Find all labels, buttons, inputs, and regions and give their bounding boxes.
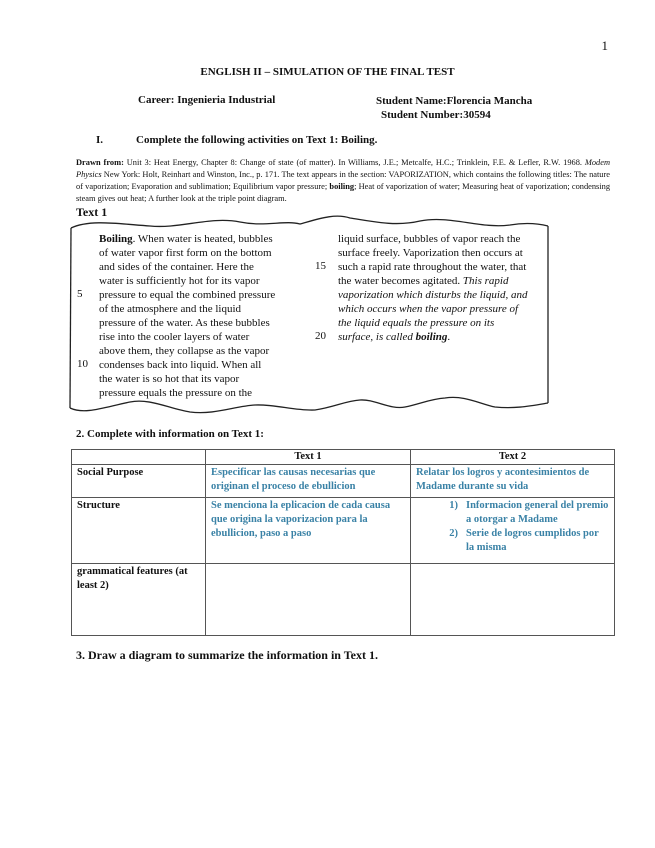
- source-lead: Drawn from:: [76, 158, 124, 167]
- text-1-line: above them, they collapse as the vapor: [99, 345, 270, 357]
- torn-frame-top-edge: [71, 216, 548, 228]
- text-1-line: surface freely. Vaporization then occurs at: [338, 247, 523, 259]
- text-1-line: and sides of the container. Here the: [99, 261, 254, 273]
- answer-cell[interactable]: [411, 564, 615, 636]
- text-1-line: liquid surface, bubbles of vapor reach the: [338, 233, 521, 245]
- section-1-text: Complete the following activities on Text 1: Boiling.: [136, 134, 378, 146]
- row-label: Social Purpose: [72, 465, 206, 498]
- torn-frame-left-edge: [70, 228, 71, 408]
- table-header-empty: [72, 450, 206, 465]
- student-name: Student Name:Florencia Mancha: [376, 95, 533, 107]
- text-1-line: of the atmosphere and the liquid: [99, 303, 242, 315]
- source-book-title: Modem Physics: [76, 158, 610, 179]
- text-1-label: Text 1: [76, 205, 108, 219]
- table-header-row: [72, 450, 615, 465]
- section-3-heading: 3. Draw a diagram to summarize the information in Text 1.: [76, 648, 378, 662]
- text-1-line: such a rapid rate throughout the water, that: [338, 261, 527, 273]
- text-1-line: vaporization which disturbs the liquid, and: [338, 289, 528, 301]
- answer-cell[interactable]: Especificar las causas necesarias que originan el proceso de ebullicion: [206, 465, 411, 498]
- student-number: Student Number:30594: [381, 109, 491, 121]
- source-bold-word: boiling: [329, 182, 355, 191]
- text-1-line: surface, is called boiling.: [338, 331, 451, 343]
- text-1-boiling-term: boiling: [415, 331, 448, 343]
- text-1-line: rise into the cooler layers of water: [99, 331, 250, 343]
- text-1-line: pressure of the water. As these bubbles: [99, 317, 270, 329]
- comparison-table: [71, 449, 615, 636]
- text-1-line: the water becomes agitated. This rapid: [338, 275, 509, 287]
- text-1-first-word: Boiling: [99, 233, 133, 245]
- answer-cell[interactable]: [411, 498, 615, 564]
- answer-cell[interactable]: Se menciona la eplicacion de cada causa que origina la vaporizacion para la ebullicion, paso a paso: [206, 498, 411, 564]
- text-1-line: of water vapor first form on the bottom: [99, 247, 272, 259]
- text-1-line: which occurs when the vapor pressure of: [338, 303, 519, 315]
- text-1-column-2: [338, 232, 545, 344]
- table-header-text-2: Text 2: [411, 450, 615, 465]
- table-header-text-1: Text 1: [206, 450, 411, 465]
- text-1-line: pressure equals the pressure on the: [99, 387, 253, 399]
- line-number-20: 20: [315, 330, 326, 342]
- source-part-1: Unit 3: Heat Energy, Chapter 8: Change of state (of matter). In Williams, J.E.; Metcalfe, H.C.; Trinklein, F.E. & Lefler, R.W. 1968.: [123, 158, 585, 167]
- section-2-heading: 2. Complete with information on Text 1:: [76, 428, 264, 440]
- source-part-3: ; Heat of vaporization of water; Measuring heat of vaporization; condensing steam gives out heat; A further look at the triple point diagram.: [76, 182, 611, 203]
- line-number-15: 15: [315, 260, 326, 272]
- answer-cell[interactable]: [206, 564, 411, 636]
- table-row-social-purpose: [72, 465, 615, 498]
- table-row-grammatical-features: [72, 564, 615, 636]
- structure-list: [416, 499, 609, 555]
- answer-cell[interactable]: Relatar los logros y acontesimientos de Madame durante su vida: [411, 465, 615, 498]
- source-part-2: New York: Holt, Reinhart and Winston, Inc., p. 171. The text appears in the section: VAPORIZATION, which contains the following titles: The nature of vaporization; Evaporation and sublimation; Equilibrium vapor pressure;: [76, 170, 610, 191]
- row-label: grammatical features (at least 2): [72, 564, 206, 636]
- text-1-column-1: [99, 232, 290, 400]
- career-label: Career: Ingenieria Industrial: [138, 94, 276, 106]
- text-1-line: Boiling. When water is heated, bubbles: [99, 233, 273, 245]
- table-row-structure: [72, 498, 615, 564]
- text-1-line: the water is so hot that its vapor: [99, 373, 240, 385]
- text-1-line: the liquid equals the pressure on its: [338, 317, 495, 329]
- row-label: Structure: [72, 498, 206, 564]
- section-1-numeral: I.: [96, 134, 104, 146]
- text-1-line: pressure to equal the combined pressure: [99, 289, 276, 301]
- text-1-line: condenses back into liquid. When all: [99, 359, 262, 371]
- page-number: 1: [601, 38, 608, 53]
- list-item: 1) Informacion general del premio a otorgar a Madame: [449, 500, 609, 525]
- list-item: 2) Serie de logros cumplidos por la misma: [449, 528, 599, 553]
- text-1-line: water is sufficiently hot for its vapor: [99, 275, 260, 287]
- line-number-10: 10: [77, 358, 88, 370]
- line-number-5: 5: [77, 288, 83, 300]
- document-title: ENGLISH II – SIMULATION OF THE FINAL TEST: [200, 66, 455, 78]
